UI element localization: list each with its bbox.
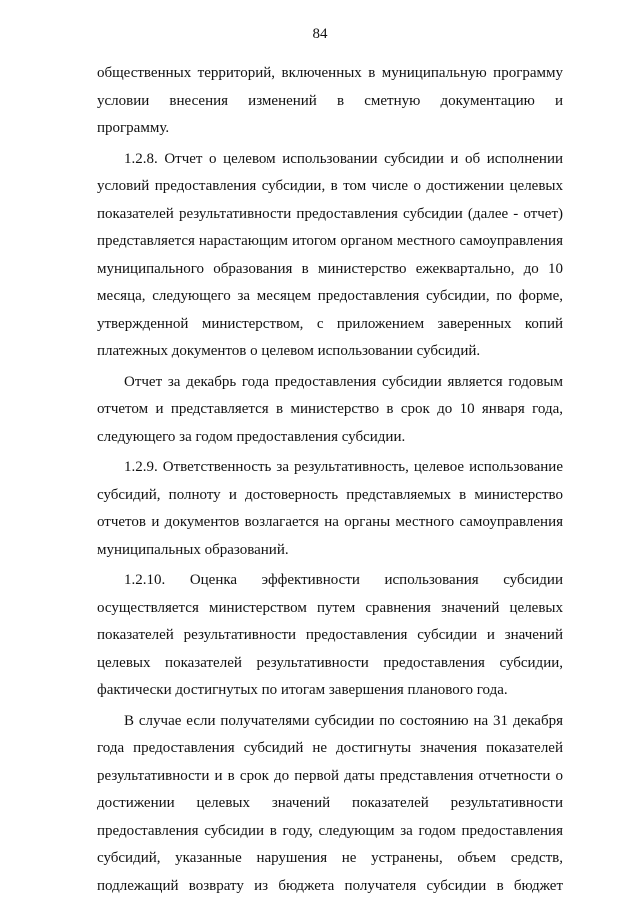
- text-line: предоставления субсидии в году, следующим за годом предоставления: [97, 822, 563, 839]
- paragraph-annual-report: [97, 369, 563, 452]
- text-line: условии внесения изменений в сметную документацию и: [97, 92, 563, 109]
- text-line: фактически достигнутых по итогам завершения планового года.: [97, 682, 508, 698]
- text-line: 1.2.9. Ответственность за результативность, целевое использование: [124, 459, 563, 475]
- text-line: представляется нарастающим итогом органом местного самоуправления: [97, 233, 563, 249]
- text-line: Отчет за декабрь года предоставления субсидии является годовым: [124, 373, 563, 390]
- text-line: показателей результативности предоставления субсидии (далее - отчет): [97, 205, 563, 222]
- text-line: отчетом и представляется в министерство в срок до 10 января года,: [97, 401, 563, 417]
- paragraph-targets-not-reached: [97, 708, 563, 901]
- text-line: субсидий, указанные нарушения не устранены, объем средств,: [97, 850, 563, 866]
- text-line: результативности и в срок до первой даты представления отчетности о: [97, 767, 563, 784]
- text-line: года предоставления субсидий не достигнуты значения показателей: [97, 740, 563, 756]
- text-line: утвержденной министерством, с приложением заверенных копий: [97, 315, 563, 332]
- text-line: месяца, следующего за месяцем предоставления субсидии, по форме,: [97, 288, 563, 304]
- paragraph-1-2-9: [97, 454, 563, 564]
- text-line: показателей результативности предоставления субсидии и значений: [97, 627, 563, 643]
- text-line: следующего за годом предоставления субсидии.: [97, 428, 406, 445]
- text-line: условий предоставления субсидии, в том числе о достижении целевых: [97, 178, 563, 194]
- text-line: платежных документов о целевом использовании субсидий.: [97, 343, 481, 359]
- text-line: отчетов и документов возлагается на органы местного самоуправления: [97, 514, 563, 530]
- text-line: достижении целевых значений показателей результативности: [97, 795, 563, 811]
- text-line: подлежащий возврату из бюджета получателя субсидии в бюджет: [97, 877, 563, 894]
- page-number: 84: [312, 26, 328, 42]
- document-body: [97, 60, 563, 900]
- text-line: 1.2.10. Оценка эффективности использования субсидии: [124, 572, 563, 588]
- paragraph-1-2-10: [97, 567, 563, 705]
- text-line: целевых показателей результативности предоставления субсидии,: [97, 654, 563, 671]
- text-line: осуществляется министерством путем сравнения значений целевых: [97, 599, 563, 616]
- text-line: программу.: [97, 120, 170, 136]
- text-line: общественных территорий, включенных в муниципальную программу: [97, 65, 563, 81]
- text-line: В случае если получателями субсидии по состоянию на 31 декабря: [124, 712, 563, 729]
- paragraph-1-2-8: [97, 146, 563, 366]
- text-line: муниципальных образований.: [97, 541, 289, 558]
- paragraph-continuation: [97, 60, 563, 143]
- text-line: 1.2.8. Отчет о целевом использовании субсидии и об исполнении: [124, 150, 563, 167]
- text-line: субсидий, полноту и достоверность представляемых в министерство: [97, 486, 563, 503]
- text-line: муниципального образования в министерство ежеквартально, до 10: [97, 260, 563, 277]
